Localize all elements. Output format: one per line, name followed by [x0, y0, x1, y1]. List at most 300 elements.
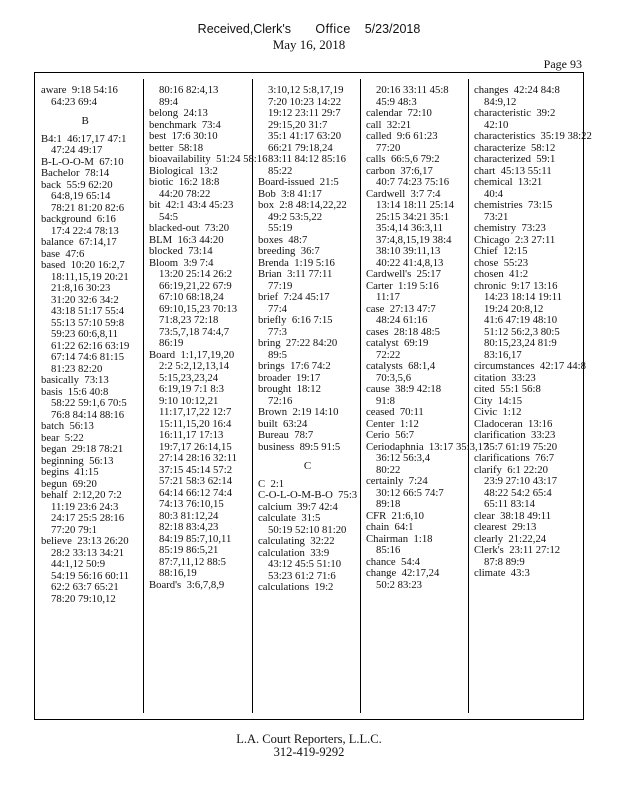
page-line-refs: 37:15 45:14 57:2 [159, 463, 233, 476]
page-line-refs: 21:6,10 [391, 509, 424, 522]
page-line-refs: 16:11,17 17:13 [159, 429, 224, 441]
index-term: built [258, 417, 278, 430]
page-line-refs: 9:17 13:16 [511, 279, 558, 292]
page-line-refs: 21:22,24 [508, 532, 547, 545]
index-term: C-O-L-O-M-B-O [258, 489, 333, 501]
index-entry [258, 384, 357, 407]
page-line-refs: 64:14 66:12 74:4 [159, 486, 233, 499]
page-line-refs: 53:23 61:2 71:6 [268, 569, 336, 582]
page-line-refs: 55:23 [503, 256, 529, 269]
page-line-refs: 17:4 22:4 78:13 [51, 224, 119, 237]
index-term: calculating [258, 535, 305, 547]
page-line-refs: 89:5 91:5 [299, 440, 341, 453]
page-line-refs: 77:20 [376, 141, 401, 154]
page-line-refs: 73:14 [188, 245, 213, 257]
page-line-refs: 38:10 39:11,13 [376, 245, 441, 257]
page-line-refs: 35:7 61:19 75:20 [484, 440, 558, 453]
index-term: begun [41, 477, 68, 490]
page-line-refs: 33:23 [511, 371, 536, 384]
page-line-refs: 41:2 [509, 268, 529, 280]
index-entry [41, 387, 129, 422]
page-line-refs: 54:19 56:16 60:11 [51, 569, 129, 582]
index-term: background [41, 213, 92, 225]
page-line-refs: 43:12 45:5 51:10 [268, 558, 342, 570]
page-line-refs: 85:19 86:5,21 [159, 544, 219, 556]
page-line-refs: 47:24 49:17 [51, 144, 103, 156]
page-line-refs: 84:19 85:7,10,11 [159, 532, 232, 545]
page-line-refs: 1:18 [413, 532, 433, 545]
page-line-refs: 10:20 16:2,7 [70, 259, 125, 271]
page-line-refs: 69:10,15,23 70:13 [159, 302, 238, 315]
index-entry [149, 200, 267, 223]
index-entry [41, 260, 129, 375]
index-term: chemical [474, 176, 513, 188]
page-line-refs: 31:5 [301, 512, 321, 524]
index-entry [366, 568, 488, 591]
page-line-refs: 56:13 [69, 420, 94, 432]
page-line-refs: 28:18 48:5 [393, 325, 440, 338]
page-line-refs: 18:12 [296, 383, 321, 395]
index-entry [366, 281, 488, 304]
page-line-refs: 66:5,6 79:2 [390, 153, 440, 165]
page-line-refs: 28:2 33:13 34:21 [51, 546, 125, 559]
index-term: changes [474, 84, 509, 96]
page-line-refs: 66:19,21,22 67:9 [159, 279, 232, 292]
page-line-refs: 85:16 [376, 544, 401, 556]
page-line-refs: 11:17,17,22 12:7 [159, 406, 232, 418]
index-term: bit [149, 199, 161, 211]
column-divider [143, 79, 144, 713]
page-line-refs: 43:3 [510, 567, 530, 579]
index-term: clearly [474, 532, 504, 545]
footer [0, 733, 618, 759]
page-line-refs: 56:7 [395, 429, 415, 441]
index-entry [366, 108, 488, 120]
page-line-refs: 12:15 [503, 245, 528, 257]
page-line-refs: 15:6 40:8 [67, 385, 109, 398]
index-term: call [366, 118, 382, 131]
index-entry [474, 85, 592, 108]
index-term: BLM [149, 233, 173, 246]
page-line-refs: 45:13 55:11 [500, 164, 552, 177]
page-line-refs: 67:10 [99, 155, 124, 168]
index-term: bear [41, 431, 60, 444]
index-term: briefly [258, 314, 287, 326]
page-line-refs: 89:4 [159, 95, 179, 108]
index-entry [258, 85, 357, 177]
page-line-refs: 25:15 34:21 35:1 [376, 210, 450, 223]
index-term: bioavailability [149, 153, 211, 165]
page-line-refs: 74:13 76:10,15 [159, 498, 224, 510]
page-line-refs: 38:9 42:18 [395, 383, 442, 395]
page-line-refs: 24:13 [183, 107, 208, 119]
index-term: chronic [474, 279, 507, 292]
page-line-refs: 51:24 58:16 [216, 153, 268, 165]
page-line-refs: 41:15 [74, 466, 99, 478]
page-line-refs: 63:24 [282, 417, 308, 430]
index-entry [366, 534, 488, 557]
index-term: brought [258, 383, 292, 395]
page-line-refs: 64:1 [394, 521, 414, 533]
page-line-refs: 55:13 57:10 59:8 [51, 316, 125, 329]
index-entry [366, 166, 488, 189]
page-line-refs: 61:22 62:16 63:19 [51, 339, 130, 352]
index-term: clear [474, 509, 495, 522]
page-line-refs: 77:19 [268, 279, 293, 292]
page-line-refs: 35:19 38:22 [540, 130, 592, 142]
page-line-refs: 69:20 [72, 477, 97, 490]
page-line-refs: 87:8 89:9 [484, 555, 525, 568]
page-line-refs: 2:3 27:11 [514, 233, 556, 246]
page-line-refs: 72:16 [268, 394, 293, 407]
page-line-refs: 78:21 81:20 82:6 [51, 201, 125, 214]
index-term: began [41, 443, 67, 455]
page-line-refs: 42:24 84:8 [513, 84, 560, 96]
index-term: characterized [474, 153, 531, 165]
page-line-refs: 58:18 [178, 141, 204, 154]
page-line-refs: 33:9 [310, 546, 330, 559]
index-entry [474, 177, 592, 200]
page-line-refs: 29:18 78:21 [71, 443, 124, 455]
index-term: chosen [474, 268, 504, 280]
page-line-refs: 23:9 27:10 43:17 [484, 475, 558, 487]
index-term: basis [41, 385, 63, 398]
page-line-refs: 89:5 [268, 348, 288, 361]
page-line-refs: 13:16 [528, 417, 553, 430]
index-term: clarifications [474, 452, 530, 464]
page-line-refs: 71:8,23 72:18 [159, 314, 219, 326]
index-term: Brown [258, 406, 288, 418]
reporter-phone: 312-419-9292 [273, 745, 345, 759]
page-line-refs: 42:1 43:4 45:23 [165, 199, 234, 211]
page-line-refs: 13:2 [198, 164, 218, 177]
index-entry [258, 292, 357, 315]
page-line-refs: 1:1,17,19,20 [180, 348, 235, 361]
column-divider [252, 79, 253, 713]
received-stamp [0, 22, 618, 36]
page-line-refs: 41:6 47:19 48:10 [484, 314, 558, 326]
page-line-refs: 70:3,5,6 [376, 371, 412, 384]
index-term: citation [474, 371, 507, 384]
page-line-refs: 77:4 [268, 302, 288, 315]
page-line-refs: 65:11 83:14 [484, 498, 535, 510]
index-term: calls [366, 153, 386, 165]
index-term: chemistries [474, 199, 523, 211]
index-term: brings [258, 360, 285, 372]
page-line-refs: 35:1 41:17 63:20 [268, 130, 342, 142]
index-term: calcium [258, 500, 292, 513]
index-term: boxes [258, 233, 283, 246]
page-line-refs: 31:20 32:6 34:2 [51, 293, 119, 306]
page-line-refs: 14:15 [497, 394, 523, 407]
index-entry [149, 85, 267, 108]
page-line-refs: 13:14 18:11 25:14 [376, 199, 454, 211]
index-term: Chief [474, 245, 498, 257]
index-term: calendar [366, 107, 403, 119]
index-entry [366, 131, 488, 154]
index-entry [258, 200, 357, 235]
index-entry [41, 180, 129, 215]
index-term: belong [149, 107, 179, 119]
page-line-refs: 1:19 5:16 [294, 256, 335, 269]
index-term: Chicago [474, 233, 510, 246]
page-line-refs: 27:13 47:7 [389, 302, 436, 315]
index-term: Board-issued [258, 176, 315, 188]
page-line-refs: 27:22 84:20 [285, 337, 338, 349]
page-line-refs: 58:12 [530, 141, 556, 154]
page-line-refs: 73:20 [204, 222, 230, 234]
index-entry [149, 177, 267, 200]
index-entry [474, 465, 592, 511]
page-line-refs: 76:7 [535, 452, 555, 464]
index-term: Cardwell's [366, 268, 412, 280]
page-line-refs: 51:12 56:2,3 80:5 [484, 325, 560, 338]
index-frame [34, 72, 592, 720]
page-line-refs: 48:7 [288, 233, 308, 246]
index-term: batch [41, 420, 65, 432]
index-term: Board [149, 348, 176, 361]
index-entry [41, 490, 129, 536]
page-line-refs: 42:17,24 [401, 567, 440, 579]
index-term: C [258, 477, 266, 490]
page-line-refs: 21:8,16 30:23 [51, 282, 111, 294]
page-line-refs: 78:20 79:10,12 [51, 592, 116, 605]
index-term: Cardwell [366, 187, 406, 200]
page-line-refs: 59:1 [536, 153, 556, 165]
page-line-refs: 75:3 [338, 489, 358, 501]
page-line-refs: 16:2 18:8 [178, 176, 220, 188]
page-line-refs: 86:19 [159, 337, 184, 349]
index-term: Carter [366, 279, 393, 292]
page-line-refs: 55:19 [268, 222, 293, 234]
page-line-refs: 15:11,15,20 16:4 [159, 417, 232, 430]
page-line-refs: 88:16,19 [159, 567, 197, 579]
index-term: circumstances [474, 360, 535, 372]
index-column-2 [149, 85, 267, 591]
page-line-refs: 46:17,17 47:1 [67, 132, 127, 145]
page-line-refs: 83:11 84:12 85:16 [268, 153, 346, 165]
index-term: chance [366, 555, 396, 568]
page-line-refs: 76:8 84:14 88:16 [51, 408, 125, 421]
page-line-refs: 7:24 45:17 [283, 291, 330, 303]
index-term: best [149, 130, 167, 142]
index-term: carbon [366, 164, 396, 177]
page-line-refs: 37:6,17 [400, 164, 433, 177]
index-term: Brian [258, 268, 282, 280]
index-term: biotic [149, 176, 174, 188]
page-line-refs: 13:21 [517, 176, 543, 188]
page-line-refs: 13:20 25:14 26:2 [159, 268, 233, 280]
index-term: Bloom [149, 256, 179, 269]
page-line-refs: 48:22 54:2 65:4 [484, 486, 552, 499]
page-line-refs: 78:14 [84, 167, 110, 179]
page-line-refs: 73:21 [484, 210, 509, 223]
index-term: characteristic [474, 107, 531, 119]
column-divider [360, 79, 361, 713]
page-line-refs: 58:22 59:1,6 70:5 [51, 397, 127, 409]
index-entry [474, 568, 592, 580]
page-line-refs: 3:9 7:4 [183, 256, 214, 269]
index-term: chose [474, 256, 499, 269]
index-entry [366, 384, 488, 407]
index-term: believe [41, 535, 72, 547]
index-entry [258, 338, 357, 361]
page-line-refs: 73:23 [521, 222, 546, 234]
page-line-refs: 2:1 [270, 477, 285, 490]
page-line-refs: 37:4,8,15,19 38:4 [376, 233, 452, 246]
index-term: B-L-O-O-M [41, 155, 94, 168]
index-entry [41, 536, 129, 605]
page-line-refs: 67:14 74:6 81:15 [51, 351, 125, 363]
page-line-refs: 29:13 [511, 521, 537, 533]
column-divider [468, 79, 469, 713]
page-line-refs: 11:17 [376, 291, 400, 303]
index-term: change [366, 567, 397, 579]
index-term: balance [41, 236, 74, 248]
index-entry [474, 545, 592, 568]
page-line-refs: 32:22 [310, 535, 335, 547]
index-entry [366, 85, 488, 108]
index-entry [258, 269, 357, 292]
index-entry [474, 430, 592, 453]
page-line-refs: 55:1 56:8 [500, 383, 541, 395]
page-line-refs: 43:18 51:17 55:4 [51, 305, 125, 317]
page-line-refs: 19:24 20:8,12 [484, 302, 544, 315]
page-line-refs: 7:24 [408, 475, 428, 487]
page-line-refs: 84:9,12 [484, 95, 517, 108]
page-line-refs: 18:11,15,19 20:21 [51, 270, 129, 283]
page-line-refs: 77:20 79:1 [51, 523, 98, 536]
page-line-refs: 50:2 83:23 [376, 578, 423, 591]
index-term: benchmark [149, 118, 197, 131]
page-line-refs: 17:6 74:2 [290, 360, 331, 372]
index-term: blacked-out [149, 222, 200, 234]
page-line-refs: 6:16 7:15 [291, 314, 333, 326]
page-line-refs: 38:18 49:11 [500, 509, 552, 522]
index-term: blocked [149, 245, 183, 257]
page-line-refs: 39:7 42:4 [297, 500, 338, 513]
index-term: calculation [258, 546, 305, 559]
section-letter: C [303, 460, 312, 472]
page-line-refs: 62:2 63:7 65:21 [51, 581, 119, 593]
page-line-refs: 40:22 41:4,8,13 [376, 256, 444, 269]
page-line-refs: 80:3 81:12,24 [159, 509, 219, 522]
page-line-refs: 14:23 18:14 19:11 [484, 291, 562, 303]
page-line-refs: 80:22 [376, 463, 401, 476]
page-line-refs: 2:2 5:2,12,13,14 [159, 360, 230, 372]
index-term: Cladoceran [474, 417, 523, 430]
index-entry [258, 315, 357, 338]
page-line-refs: 9:6 61:23 [396, 130, 438, 142]
index-entry [474, 281, 592, 362]
index-term: bring [258, 337, 281, 349]
index-entry [41, 85, 129, 108]
index-term: catalyst [366, 337, 399, 349]
page-line-refs: 80:15,23,24 81:9 [484, 337, 557, 349]
page-line-refs: 67:10 68:18,24 [159, 291, 224, 303]
index-term: Chairman [366, 532, 409, 545]
index-term: ceased [366, 406, 395, 418]
page-line-refs: 6:16 [96, 213, 116, 225]
page-line-refs: 19:7,17 26:14,15 [159, 440, 232, 453]
page-line-refs: 39:2 [536, 107, 556, 119]
index-term: Bachelor [41, 167, 80, 179]
index-entry [366, 476, 488, 511]
index-term: Civic [474, 406, 498, 418]
index-column-5 [474, 85, 592, 580]
page-line-refs: 6:19,19 7:1 8:3 [159, 383, 225, 395]
page-line-refs: 80:16 82:4,13 [159, 84, 219, 96]
page-line-refs: 2:19 14:10 [292, 406, 339, 418]
reporter-name: L.A. Court Reporters, L.L.C. [236, 732, 382, 746]
page-line-refs: 44:1,12 50:9 [51, 558, 106, 570]
index-term: characteristics [474, 130, 536, 142]
index-term: business [258, 440, 295, 453]
page-line-refs: 87:7,11,12 88:5 [159, 555, 226, 568]
page-line-refs: 67:14,17 [78, 236, 117, 248]
index-term: better [149, 141, 174, 154]
page-line-refs: 5:22 [64, 431, 84, 444]
page-line-refs: 35:4,14 36:3,11 [376, 222, 443, 234]
index-term: beginning [41, 454, 84, 467]
index-term: characterize [474, 141, 526, 154]
page-line-refs: 73:4 [201, 118, 221, 131]
page-line-refs: 3:7 7:4 [410, 187, 441, 200]
page-line-refs: 32:21 [386, 118, 412, 131]
index-term: City [474, 394, 493, 407]
index-term: case [366, 302, 385, 315]
index-entry [149, 580, 267, 592]
page-line-refs: 70:11 [399, 406, 424, 418]
page-number: Page 93 [543, 57, 582, 71]
index-term: base [41, 247, 60, 260]
page-line-refs: 83:16,17 [484, 348, 522, 361]
index-term: Cerio [366, 429, 390, 441]
page-line-refs: 42:10 [484, 118, 509, 131]
hearing-date: May 16, 2018 [272, 37, 346, 52]
index-term: back [41, 178, 62, 191]
page-line-refs: 50:19 52:10 81:20 [268, 523, 347, 536]
page-line-refs: 77:3 [268, 325, 288, 338]
page-line-refs: 81:23 82:20 [51, 362, 103, 375]
page-line-refs: 33:23 [530, 429, 556, 441]
page-line-refs: 57:21 58:3 62:14 [159, 475, 233, 487]
page-line-refs: 64:8,19 65:14 [51, 190, 111, 202]
page-line-refs: 13:17 35:3,17 [428, 440, 489, 453]
index-term: certainly [366, 475, 404, 487]
page-line-refs: 3:10,12 5:8,17,19 [268, 84, 344, 96]
index-term: Biological [149, 164, 194, 177]
page-line-refs: 21:5 [319, 176, 339, 188]
index-entry [366, 304, 488, 327]
page-line-refs: 23:13 26:20 [77, 535, 129, 547]
index-term: clearest [474, 521, 507, 533]
index-term: Center [366, 417, 395, 430]
index-entry [41, 134, 129, 157]
page-line-refs: 49:2 53:5,22 [268, 210, 323, 223]
page-line-refs: 30:12 66:5 74:7 [376, 486, 444, 499]
stamp-received: Received,Clerk's [197, 22, 292, 36]
page-line-refs: 6:1 22:20 [507, 463, 548, 476]
page-line-refs: 9:18 54:16 [71, 84, 118, 96]
page-line-refs: 27:14 28:16 32:11 [159, 452, 237, 464]
index-term: B4:1 [41, 132, 62, 145]
page-line-refs: 16:3 44:20 [177, 233, 224, 246]
page-line-refs: 73:5,7,18 74:4,7 [159, 325, 230, 338]
index-term: clarification [474, 429, 526, 441]
index-entry [366, 361, 488, 384]
page-line-refs: 25:17 [416, 268, 441, 280]
